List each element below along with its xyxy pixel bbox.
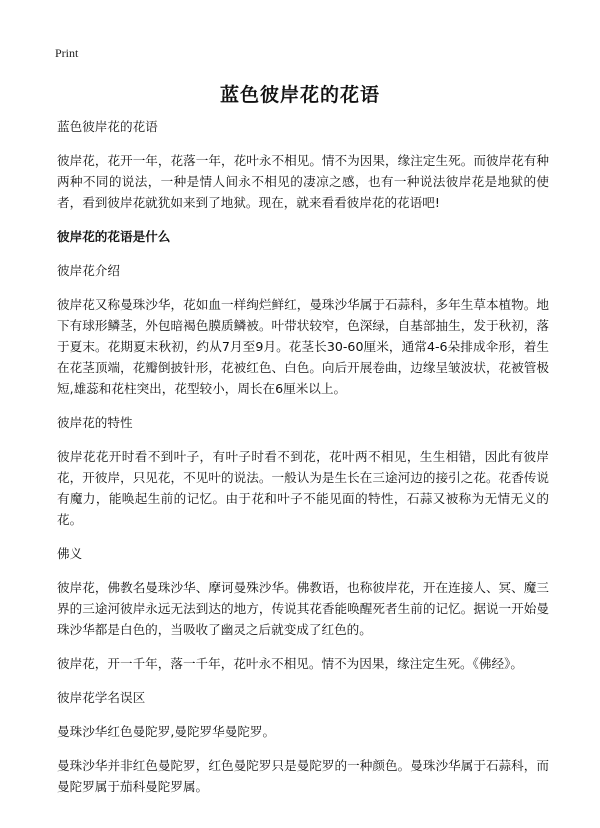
paragraph: 彼岸花，开一千年，落一千年，花叶永不相见。情不为因果，缘注定生死。《佛经》。	[57, 656, 523, 671]
bold-section-heading: 彼岸花的花语是什么	[57, 229, 171, 244]
paragraph: 彼岸花花开时看不到叶子，有叶子时看不到花，花叶两不相见，生生相错，因此有彼岸花，开彼岸，只见花，不见叶的说法。一般认为是生长在三途河边的接引之花。花香传说有魔力，能唤起生前的记忆。由于花和叶子不能见面的特性，石蒜又被称为无情无义的花。	[57, 449, 549, 527]
paragraph: 彼岸花，佛教名曼珠沙华、摩诃曼殊沙华。佛教语，也称彼岸花，开在连接人、冥、魔三界的三途河彼岸永远无法到达的地方，传说其花香能唤醒死者生前的记忆。据说一开始曼珠沙华都是白色的，当吸收了幽灵之后就变成了红色的。	[57, 580, 549, 637]
section-heading: 彼岸花介绍	[57, 263, 120, 278]
section-heading: 彼岸花的特性	[57, 415, 133, 430]
paragraph: 曼珠沙华红色曼陀罗,曼陀罗华曼陀罗。	[57, 724, 276, 739]
paragraph: 彼岸花，花开一年，花落一年，花叶永不相见。情不为因果，缘注定生死。而彼岸花有种两种不同的说法，一种是情人间永不相见的凄凉之感，也有一种说法彼岸花是地狱的使者，看到彼岸花就犹如来到了地狱。现在，就来看看彼岸花的花语吧!	[57, 153, 549, 210]
print-link[interactable]: Print	[55, 46, 79, 60]
section-heading: 佛义	[57, 546, 83, 561]
article-body	[57, 116, 549, 810]
section-heading: 彼岸花学名误区	[57, 690, 146, 705]
paragraph: 彼岸花又称曼珠沙华，花如血一样绚烂鲜红，曼珠沙华属于石蒜科，多年生草本植物。地下有球形鳞茎，外包暗褐色膜质鳞被。叶带状较窄，色深绿，自基部抽生，发于秋初，落于夏末。花期夏末秋初，约从7月至9月。花茎长30-60厘米，通常4-6朵排成伞形，着生在花茎顶端，花瓣倒披针形，花被红色、白色。向后开展卷曲，边缘呈皱波状，花被管极短,雄蕊和花柱突出，花型较小，周长在6厘米以上。	[57, 297, 549, 396]
section-heading: 蓝色彼岸花的花语	[57, 119, 158, 134]
paragraph: 曼珠沙华并非红色曼陀罗，红色曼陀罗只是曼陀罗的一种颜色。曼珠沙华属于石蒜科，而曼陀罗属于茄科曼陀罗属。	[57, 758, 549, 794]
page-title: 蓝色彼岸花的花语	[219, 84, 380, 106]
